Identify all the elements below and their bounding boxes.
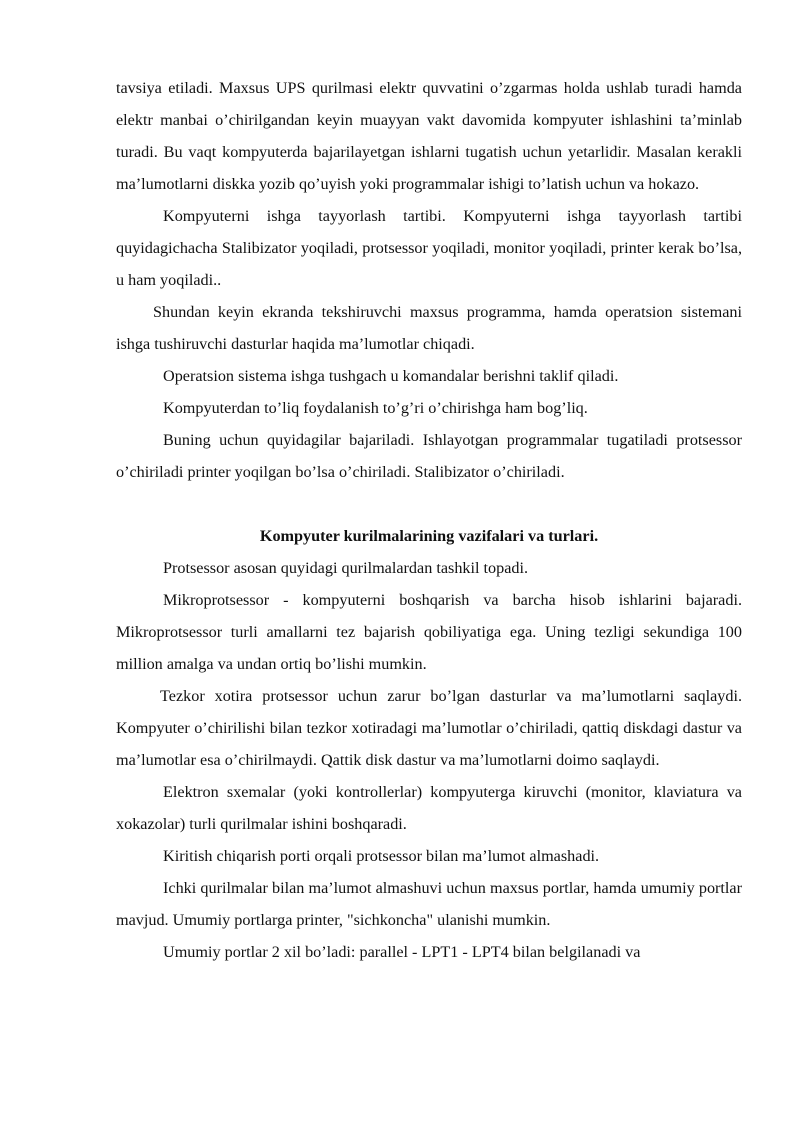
paragraph-microprocessor: Mikroprotsessor - kompyuterni boshqarish va barcha hisob ishlarini bajaradi. Mikroprotsessor turli amallarni tez bajarish qobiliyatiga ega. Uning tezligi sekundiga 100 million amalga va undan ortiq bo’lishi mumkin.	[116, 591, 742, 673]
paragraph-boot-check: Shundan keyin ekranda tekshiruvchi maxsus programma, hamda operatsion sistemani ishga tushiruvchi dasturlar haqida ma’lumotlar chiqadi.	[116, 303, 742, 353]
paragraph-os-ready: Operatsion sistema ishga tushgach u komandalar berishni taklif qiladi.	[163, 367, 619, 385]
paragraph-startup-order: Kompyuterni ishga tayyorlash tartibi. Kompyuterni ishga tayyorlash tartibi quyidagichacha Stalibizator yoqiladi, protsessor yoqiladi, monitor yoqiladi, printer kerak bo’lsa, u ham yoqiladi..	[116, 207, 742, 289]
paragraph-proper-shutdown: Kompyuterdan to’liq foydalanish to’g’ri o’chirishga ham bog’liq.	[163, 399, 588, 417]
paragraph-ram: Tezkor xotira protsessor uchun zarur bo’lgan dasturlar va ma’lumotlarni saqlaydi. Kompyuter o’chirilishi bilan tezkor xotiradagi ma’lumotlar o’chiriladi, qattiq diskdagi dastur va ma’lumotlar esa o’chirilmaydi. Qattik disk dastur va ma’lumotlarni doimo saqlaydi.	[116, 687, 742, 769]
paragraph-port-types: Umumiy portlar 2 xil bo’ladi: parallel - LPT1 - LPT4 bilan belgilanadi va	[163, 943, 641, 961]
document-page	[116, 72, 742, 968]
paragraph-io-port: Kiritish chiqarish porti orqali protsessor bilan ma’lumot almashadi.	[163, 847, 600, 865]
blank-line	[116, 488, 742, 520]
paragraph-ups: tavsiya etiladi. Maxsus UPS qurilmasi elektr quvvatini o’zgarmas holda ushlab turadi hamda elektr manbai o’chirilgandan keyin muayyan vakt davomida kompyuter ishlashini ta’minlab turadi. Bu vaqt kompyuterda bajarilayetgan ishlarni tugatish uchun yetarlidir. Masalan kerakli ma’lumotlarni diskka yozib qo’uyish yoki programmalar ishigi to’latish uchun va hokazo.	[116, 79, 742, 193]
paragraph-processor-parts: Protsessor asosan quyidagi qurilmalardan tashkil topadi.	[163, 559, 529, 577]
paragraph-ports: Ichki qurilmalar bilan ma’lumot almashuvi uchun maxsus portlar, hamda umumiy portlar mavjud. Umumiy portlarga printer, "sichkoncha" ulanishi mumkin.	[116, 879, 742, 929]
paragraph-controllers: Elektron sxemalar (yoki kontrollerlar) kompyuterga kiruvchi (monitor, klaviatura va xokazolar) turli qurilmalar ishini boshqaradi.	[116, 783, 742, 833]
section-heading: Kompyuter kurilmalarining vazifalari va turlari.	[259, 527, 599, 545]
paragraph-shutdown-steps: Buning uchun quyidagilar bajariladi. Ishlayotgan programmalar tugatiladi protsessor o’chiriladi printer yoqilgan bo’lsa o’chiriladi. Stalibizator o’chiriladi.	[116, 431, 742, 481]
